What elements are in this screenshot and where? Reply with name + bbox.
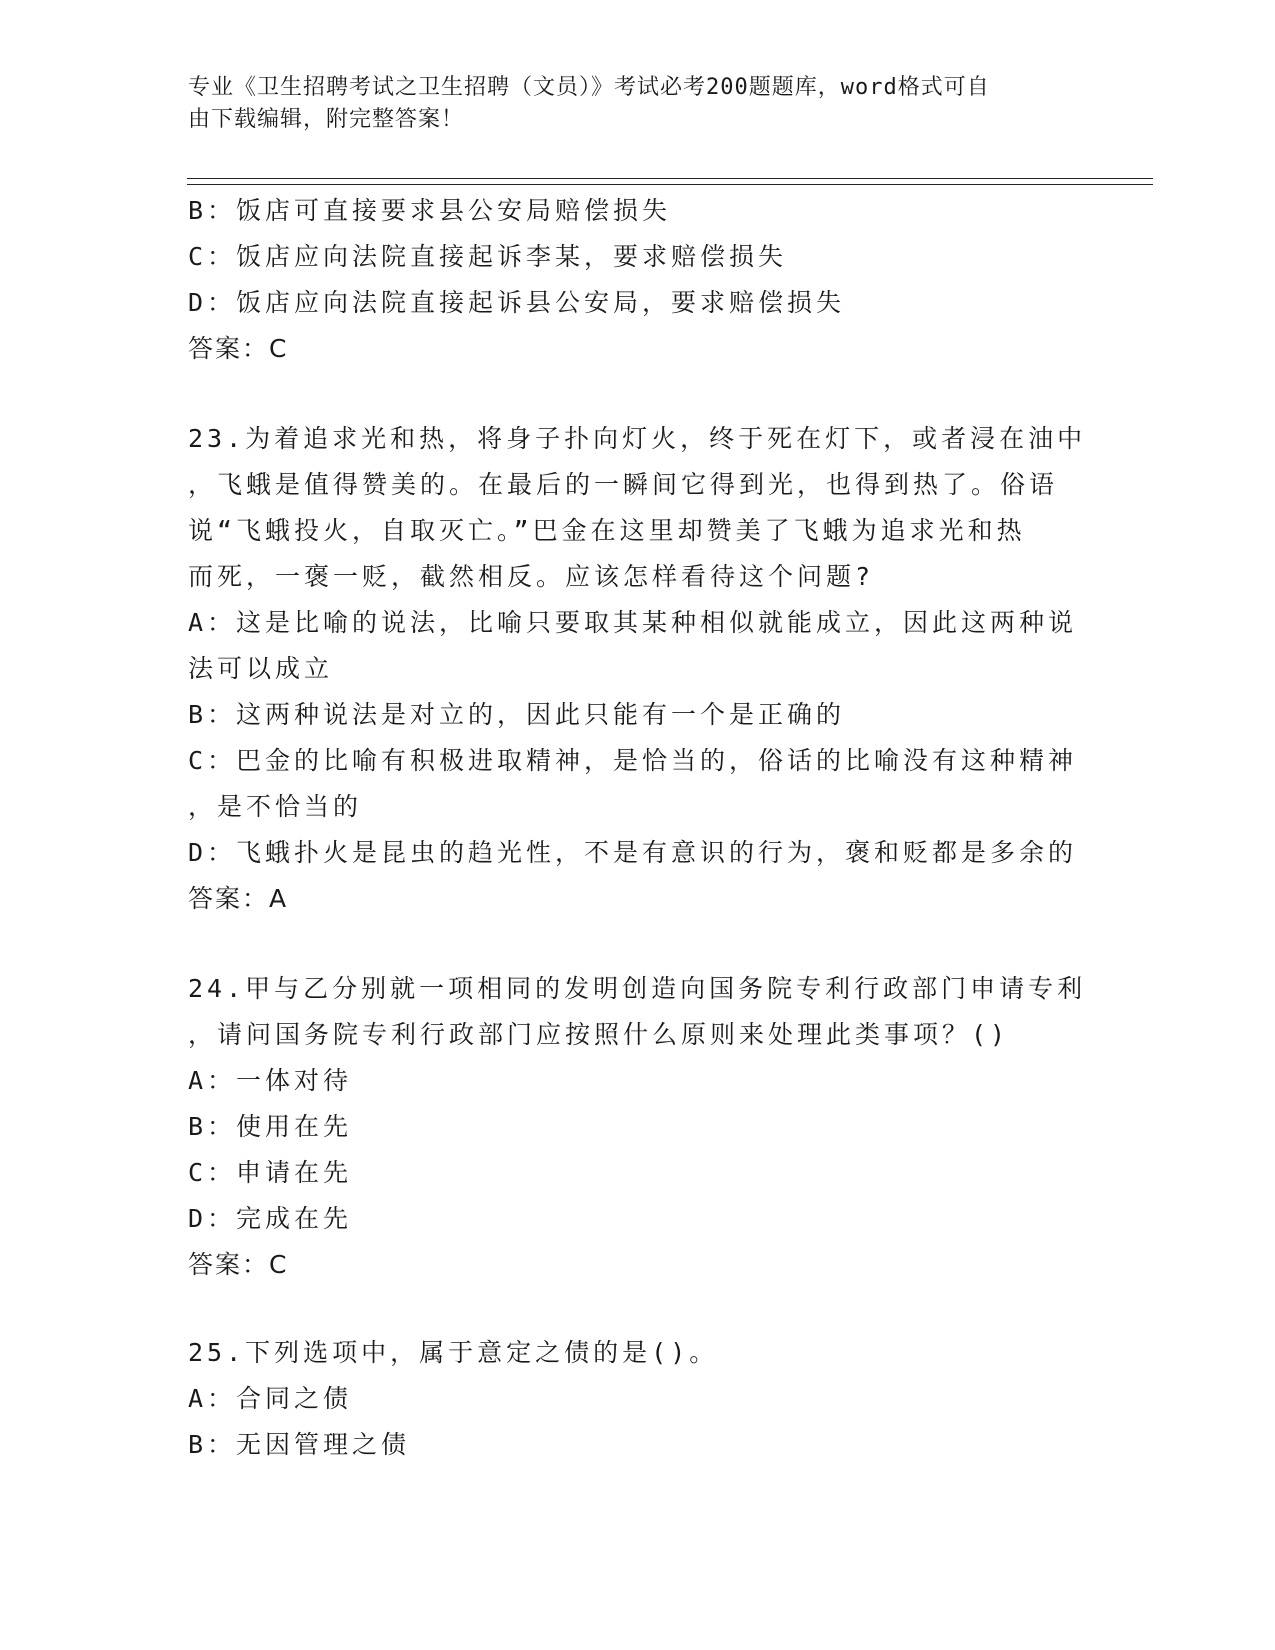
header-divider-bottom [187, 184, 1153, 185]
q23-option-a-line: A：这是比喻的说法，比喻只要取其某种相似就能成立，因此这两种说 [188, 608, 1078, 637]
question-23 [188, 416, 1088, 922]
header-divider-top [187, 178, 1153, 179]
q25-option-a: A：合同之债 [188, 1384, 353, 1413]
q22-option-b: B：饭店可直接要求县公安局赔偿损失 [188, 196, 672, 225]
header-line-2: 由下载编辑，附完整答案！ [188, 107, 465, 132]
question-25 [188, 1330, 1088, 1468]
q24-stem-line: ，请问国务院专利行政部门应按照什么原则来处理此类事项？() [188, 1020, 1010, 1049]
q24-answer: 答案：C [188, 1250, 289, 1279]
q23-stem-line: 说“飞蛾投火，自取灭亡。”巴金在这里却赞美了飞蛾为追求光和热 [188, 516, 1026, 545]
header-line-1: 专业《卫生招聘考试之卫生招聘（文员）》考试必考200题题库，word格式可自 [188, 75, 990, 100]
q24-option-b: B：使用在先 [188, 1112, 353, 1141]
q23-option-a-line: 法可以成立 [188, 654, 334, 683]
question-22-tail [188, 188, 1088, 372]
question-24 [188, 966, 1088, 1288]
document-header [188, 72, 1068, 136]
q24-option-c: C：申请在先 [188, 1158, 353, 1187]
q25-stem: 25.下列选项中，属于意定之债的是()。 [188, 1338, 719, 1367]
q24-stem-line: 24.甲与乙分别就一项相同的发明创造向国务院专利行政部门申请专利 [188, 974, 1087, 1003]
q25-option-b: B：无因管理之债 [188, 1430, 411, 1459]
q23-stem-line: ，飞蛾是值得赞美的。在最后的一瞬间它得到光，也得到热了。俗语 [188, 470, 1059, 499]
q22-option-c: C：饭店应向法院直接起诉李某，要求赔偿损失 [188, 242, 788, 271]
q24-option-a: A：一体对待 [188, 1066, 353, 1095]
q23-stem-line: 而死，一褒一贬，截然相反。应该怎样看待这个问题? [188, 562, 875, 591]
q24-option-d: D：完成在先 [188, 1204, 353, 1233]
q23-option-d: D：飞蛾扑火是昆虫的趋光性，不是有意识的行为，褒和贬都是多余的 [188, 838, 1078, 867]
q23-option-c-line: ，是不恰当的 [188, 792, 363, 821]
question-list [188, 188, 1088, 1468]
q23-option-b: B：这两种说法是对立的，因此只能有一个是正确的 [188, 700, 846, 729]
spacer [188, 372, 1088, 416]
q23-stem-line: 23.为着追求光和热，将身子扑向灯火，终于死在灯下，或者浸在油中 [188, 424, 1087, 453]
q22-answer: 答案：C [188, 334, 289, 363]
q23-option-c-line: C：巴金的比喻有积极进取精神，是恰当的，俗话的比喻没有这种精神 [188, 746, 1078, 775]
q22-option-d: D：饭店应向法院直接起诉县公安局，要求赔偿损失 [188, 288, 846, 317]
q23-answer: 答案：A [188, 884, 289, 913]
spacer [188, 922, 1088, 966]
spacer [188, 1288, 1088, 1330]
